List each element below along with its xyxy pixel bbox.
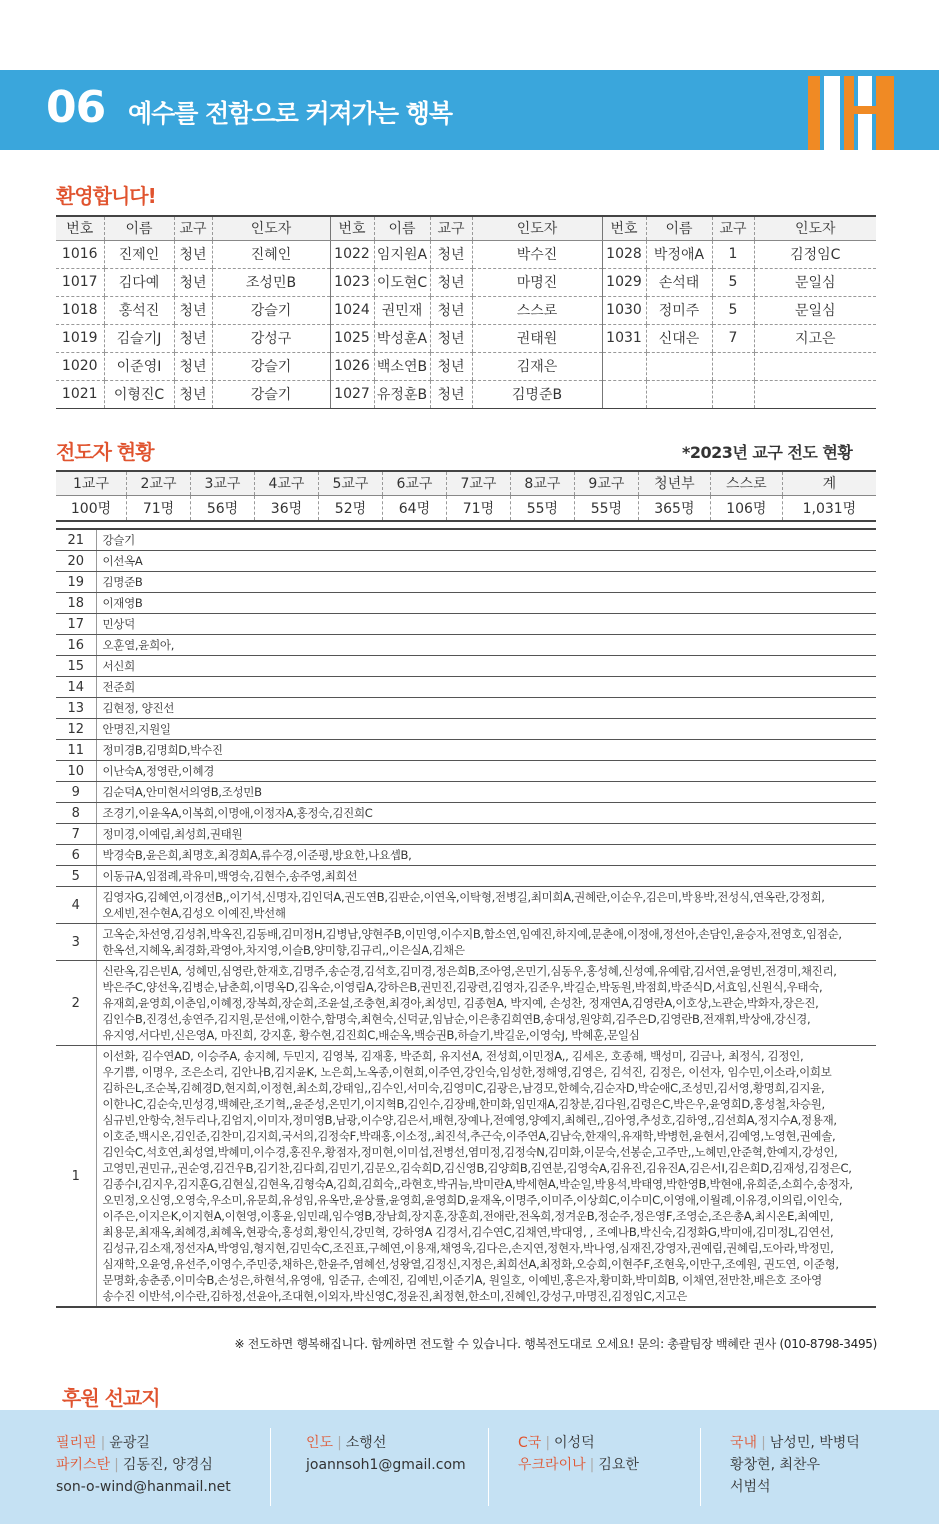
welcome-cell: 청년 xyxy=(430,296,472,324)
welcome-cell: 청년 xyxy=(174,324,212,352)
welcome-cell: 박성훈A xyxy=(374,324,430,352)
stats-count-cell: 55명 xyxy=(574,495,638,521)
evangelists-title: 전도자 현황 xyxy=(56,440,154,464)
evangelist-names: 이동규A,임점례,곽유미,백영숙,김현수,송주영,최희선 xyxy=(96,866,876,887)
evangelist-stats-table xyxy=(56,470,876,522)
stats-count-cell: 71명 xyxy=(127,495,191,521)
evangelist-names: 강슬기 xyxy=(96,529,876,551)
names-row xyxy=(56,782,876,803)
count-label: 3 xyxy=(56,924,96,961)
evangelist-names: 김순덕A,안미현서의영B,조성민B xyxy=(96,782,876,803)
evangelist-names: 안명진,지원일 xyxy=(96,719,876,740)
evangelist-names: 김명준B xyxy=(96,572,876,593)
section-number: 06 xyxy=(46,82,106,133)
support-line xyxy=(518,1432,639,1454)
support-line xyxy=(730,1454,860,1476)
names-row xyxy=(56,761,876,782)
support-line xyxy=(56,1454,231,1476)
names-row xyxy=(56,961,876,1046)
col-header: 번호 xyxy=(602,216,646,240)
count-label: 15 xyxy=(56,656,96,677)
stats-count-cell: 52명 xyxy=(318,495,382,521)
col-header: 인도자 xyxy=(212,216,330,240)
welcome-row xyxy=(56,352,876,380)
col-header: 이름 xyxy=(374,216,430,240)
count-label: 5 xyxy=(56,866,96,887)
support-missionary: 서범석 xyxy=(730,1479,771,1495)
welcome-cell: 1021 xyxy=(56,380,104,408)
welcome-row xyxy=(56,324,876,352)
names-row xyxy=(56,845,876,866)
support-col-1 xyxy=(56,1432,231,1498)
welcome-row xyxy=(56,380,876,408)
support-col-3 xyxy=(518,1432,639,1476)
support-line xyxy=(56,1476,231,1498)
welcome-cell: 권태원 xyxy=(472,324,602,352)
welcome-cell: 1020 xyxy=(56,352,104,380)
evangelist-names: 전준희 xyxy=(96,677,876,698)
stats-header-row xyxy=(56,471,876,495)
col-header: 인도자 xyxy=(472,216,602,240)
divider xyxy=(700,1428,701,1506)
support-col-4 xyxy=(730,1432,860,1498)
separator: | xyxy=(545,1435,551,1451)
welcome-cell: 김재은 xyxy=(472,352,602,380)
evangelist-names-table xyxy=(56,528,876,1308)
welcome-cell xyxy=(754,352,876,380)
stats-header-cell: 계 xyxy=(782,471,876,495)
welcome-cell xyxy=(646,352,712,380)
welcome-cell: 문일심 xyxy=(754,296,876,324)
welcome-cell: 청년 xyxy=(430,268,472,296)
evangelist-names: 고옥순,차선영,김성취,박옥진,김동배,김미정H,김병남,양현주B,이민영,이수지B,함소연,임예진,하지예,문춘애,이정애,정선아,손담인,윤승자,전영호,임점순, 한옥선,지혜옥,최경화,곽영아,차지영,이슬B,양미향,김규리,,이은실A,김채은 xyxy=(96,924,876,961)
support-col-2 xyxy=(306,1432,466,1476)
count-label: 12 xyxy=(56,719,96,740)
evangelist-names: 이재영B xyxy=(96,593,876,614)
welcome-cell xyxy=(712,380,754,408)
evangelist-names: 민상덕 xyxy=(96,614,876,635)
support-email-link[interactable]: joannsoh1@gmail.com xyxy=(306,1457,466,1473)
names-row xyxy=(56,1046,876,1308)
welcome-cell: 청년 xyxy=(174,296,212,324)
evangelist-names: 이선화, 김수연AD, 이승주A, 송지혜, 두민지, 김영복, 김재홍, 박준희, 유지선A, 전성희,이민정A,, 김세온, 호종해, 백성미, 김금나, 최정식, 김정인, 우기쁨, 이명우, 조은소리, 김안나B,김지윤K, 노은희,노옥종,이현희,이주연,강인숙,임성한,정해영,김영은, 김석진, 김정은, 이선자, 임수민,이소라,이희보 김하은L,조순복,김혜경D,현지희,이정현,최소희,강태임,,김수인,서미숙,김영미C,김광은,남경모,한혜숙,김순자D,박순애C,조성민,김서영,황명희,김지윤, 이한나C,김순숙,민성경,백혜란,조기혁,,윤준성,온민기,이지혁B,김인수,김장배,한미화,임민재A,김창분,김다원,김령은C,박은우,윤영희D,홍성철,차승원, 심규빈,안항숙,천두리나,김엄지,이미자,정미영B,남광,이수양,김은서,배현,장예나,전예영,양예지,최혜린,,김아영,추성호,김하영,,김선희A,정지수A,정용재, 이호준,백시온,김인준,김찬미,김지희,국서의,김정숙F,박래홍,이소정,,최진석,추근숙,이주연A,김남숙,한재익,유재학,박병헌,윤현서,김예영,노영현,권예솔, 김인숙C,석호연,최성열,박혜미,이수경,홍진우,황점자,정미현,이미섭,전병선,염미정,김정숙N,김미화,이문숙,선봉순,고주만,,노혜민,안준혁,한예지,강성인, 고영민,권민규,,권순영,김건우B,김기찬,김다희,김민기,김문오,김숙희D,김신영B,김양희B,김연분,김영숙A,김유진,김유진A,김은서I,김은희D,김재성,김정은C, 김종수I,김지우,김지훈G,김현실,김현옥,김형숙A,김희,김희숙,,라현호,박귀늠,박미란A,박세현A,박순일,박용석,박태영,박한영B,박현애,유희준,소희수,송정자, 오민정,오신영,오영숙,우소미,유문희,유성임,유옥만,윤상률,윤영희,윤영희D,윤재옥,이명주,이미주,이상희C,이수미C,이영애,이월례,이유경,이의림,이인숙, 이주은,이지은K,이지현A,이현영,이홍윤,임민래,임수영B,장남희,장지훈,장훈희,전애란,전옥희,정겨운B,정순주,정은영F,조영순,조은총A,최시온E,최예민, 최용문,최재옥,최혜경,최혜옥,현광숙,홍성희,황인식,강민혁, 강하영A 김경서,김수연C,김채연,박대영, , 조예나B,박신숙,김정화G,박미애,김미정L,김연선, 김성규,김소재,정선자A,박영임,형지현,김민숙C,조진표,구혜연,이용재,채영욱,김다은,손지연,정현자,박나영,심재진,강영자,권예림,권혜림,도아라,박정민, 심재학,오윤영,유선주,이영수,주민중,채하은,한윤주,염혜선,성왕열,김정신,지정은,최희선A,최정화,오승희,이현주F,조현욱,이만구,조예원, 권도연, 이준형, 문명화,송춘종,이미숙B,손성은,하현석,유영애, 임준규, 손예진, 김예빈,이준기A, 원일호, 이예빈,홍은자,황미화,박미희B, 이채연,전만찬,배은호 조아영 송수진 이반석,이수란,김하정,선윤아,조대현,이외자,박신영C,정윤진,최정현,한소미,진혜인,강성구,마명진,김정임C,지고은 xyxy=(96,1046,876,1308)
welcome-cell: 청년 xyxy=(430,240,472,268)
stats-header-cell: 8교구 xyxy=(510,471,574,495)
separator: | xyxy=(761,1435,766,1451)
welcome-cell: 이도현C xyxy=(374,268,430,296)
welcome-cell: 청년 xyxy=(174,380,212,408)
count-label: 10 xyxy=(56,761,96,782)
footnote: ※ 전도하면 행복해집니다. 함께하면 전도할 수 있습니다. 행복전도대로 오세요! 문의: 총괄팀장 백혜란 권사 (010-8798-3495) xyxy=(234,1337,877,1351)
welcome-cell: 임지원A xyxy=(374,240,430,268)
stats-header-cell: 7교구 xyxy=(446,471,510,495)
support-line xyxy=(306,1454,466,1476)
welcome-cell: 지고은 xyxy=(754,324,876,352)
welcome-cell: 청년 xyxy=(174,268,212,296)
welcome-cell: 1019 xyxy=(56,324,104,352)
welcome-cell: 강슬기 xyxy=(212,380,330,408)
support-region: 파키스탄 xyxy=(56,1457,111,1473)
evangelist-names: 김영자G,김혜연,이경선B,,이기석,신명자,김인덕A,권도연B,김판순,이연옥,이탁형,전병길,최미희A,권혜란,이순우,김은미,박용박,전성식,연옥란,강정희, 오세빈,전수현A,김성오 이예진,박선해 xyxy=(96,887,876,924)
stats-count-cell: 1,031명 xyxy=(782,495,876,521)
welcome-cell: 1029 xyxy=(602,268,646,296)
names-row xyxy=(56,719,876,740)
welcome-row xyxy=(56,240,876,268)
stats-header-cell: 2교구 xyxy=(127,471,191,495)
count-label: 14 xyxy=(56,677,96,698)
stats-note: *2023년 교구 전도 현황 xyxy=(682,443,853,462)
support-region: 인도 xyxy=(306,1435,334,1451)
welcome-cell: 강슬기 xyxy=(212,352,330,380)
welcome-cell: 1022 xyxy=(330,240,374,268)
names-row xyxy=(56,866,876,887)
names-row xyxy=(56,529,876,551)
support-missionary: 김요한 xyxy=(598,1457,639,1473)
evangelist-names: 조경기,이윤옥A,이복희,이명애,이정자A,홍정숙,김진희C xyxy=(96,803,876,824)
welcome-cell: 1026 xyxy=(330,352,374,380)
welcome-cell: 손석태 xyxy=(646,268,712,296)
support-missionary: 황창현, 최찬우 xyxy=(730,1457,821,1473)
evangelist-names: 정미경B,김명희D,박수진 xyxy=(96,740,876,761)
welcome-header-row xyxy=(56,216,876,240)
col-header: 번호 xyxy=(330,216,374,240)
count-label: 8 xyxy=(56,803,96,824)
stats-header-cell: 3교구 xyxy=(191,471,255,495)
separator: | xyxy=(337,1435,342,1451)
welcome-cell: 강성구 xyxy=(212,324,330,352)
names-row xyxy=(56,635,876,656)
col-header: 인도자 xyxy=(754,216,876,240)
evangelist-names: 김현정, 양진선 xyxy=(96,698,876,719)
support-line xyxy=(518,1454,639,1476)
count-label: 21 xyxy=(56,529,96,551)
names-row xyxy=(56,551,876,572)
separator: | xyxy=(100,1435,106,1451)
names-row xyxy=(56,824,876,845)
stats-header-cell: 스스로 xyxy=(710,471,782,495)
welcome-cell: 정미주 xyxy=(646,296,712,324)
names-row xyxy=(56,803,876,824)
names-row xyxy=(56,740,876,761)
welcome-table xyxy=(56,215,876,409)
col-header: 교구 xyxy=(712,216,754,240)
support-missionary: 소행선 xyxy=(345,1435,387,1451)
support-missionary: 김동진, 양경심 xyxy=(122,1457,213,1473)
welcome-row xyxy=(56,296,876,324)
names-row xyxy=(56,698,876,719)
welcome-cell: 7 xyxy=(712,324,754,352)
welcome-cell: 1017 xyxy=(56,268,104,296)
support-title: 후원 선교지 xyxy=(62,1386,160,1410)
welcome-cell: 5 xyxy=(712,296,754,324)
welcome-cell: 1028 xyxy=(602,240,646,268)
welcome-cell: 백소연B xyxy=(374,352,430,380)
welcome-cell: 스스로 xyxy=(472,296,602,324)
welcome-cell: 청년 xyxy=(430,380,472,408)
welcome-cell: 마명진 xyxy=(472,268,602,296)
col-header: 이름 xyxy=(646,216,712,240)
welcome-cell: 1024 xyxy=(330,296,374,324)
count-label: 4 xyxy=(56,887,96,924)
count-label: 17 xyxy=(56,614,96,635)
stats-count-cell: 106명 xyxy=(710,495,782,521)
stats-count-row xyxy=(56,495,876,521)
names-row xyxy=(56,887,876,924)
count-label: 16 xyxy=(56,635,96,656)
count-label: 1 xyxy=(56,1046,96,1308)
page-title: 예수를 전함으로 커져가는 행복 xyxy=(128,99,453,128)
evangelist-names: 신란옥,김은빈A, 성혜민,심영란,한재호,김명주,송순경,김석호,김미경,정은희B,조아영,온민기,심동우,홍성혜,신성예,유예람,김서연,윤영빈,전경미,채진리, 박은주C,양선옥,김병순,남춘희,이명옥D,김옥순,이영림A,강하은B,권민진,김광련,김영자,김준우,박길순,박동원,박점희,박준식D,서효임,신원식,우태숙, 유재희,윤영희,이춘임,이혜정,장복희,장순희,조윤설,조충현,최경아,최성민, 김종현A, 박지예, 손성찬, 정재연A,김영란A,이호상,노관순,박화자,장은진, 김인수B,진경선,송연주,김지원,문선애,이한수,함명숙,최현숙,신덕균,임남순,이은총김희연B,송대성,원양희,김주은D,김영란B,전재휘,박상애,강신경, 유지영,서다빈,신은영A, 마진희, 강지훈, 황수현,김진희C,배순옥,백승권B,하슬기,박길운,이영숙J, 박혜훈,문일심 xyxy=(96,961,876,1046)
divider xyxy=(488,1428,489,1506)
welcome-cell: 1030 xyxy=(602,296,646,324)
evangelist-names: 이난숙A,정영란,이혜경 xyxy=(96,761,876,782)
count-label: 20 xyxy=(56,551,96,572)
names-row xyxy=(56,656,876,677)
stats-count-cell: 71명 xyxy=(446,495,510,521)
welcome-cell: 홍석진 xyxy=(104,296,174,324)
stats-header-cell: 1교구 xyxy=(56,471,127,495)
stats-count-cell: 56명 xyxy=(191,495,255,521)
welcome-cell: 1016 xyxy=(56,240,104,268)
welcome-cell: 청년 xyxy=(430,352,472,380)
names-row xyxy=(56,593,876,614)
count-label: 19 xyxy=(56,572,96,593)
welcome-cell: 1018 xyxy=(56,296,104,324)
separator: | xyxy=(114,1457,119,1473)
welcome-cell xyxy=(712,352,754,380)
count-label: 9 xyxy=(56,782,96,803)
evangelist-names: 정미경,이예림,최성희,권태원 xyxy=(96,824,876,845)
welcome-cell: 신대은 xyxy=(646,324,712,352)
welcome-cell: 김명준B xyxy=(472,380,602,408)
col-header: 교구 xyxy=(430,216,472,240)
separator: | xyxy=(589,1457,595,1473)
welcome-cell: 김슬기J xyxy=(104,324,174,352)
col-header: 이름 xyxy=(104,216,174,240)
welcome-cell: 1025 xyxy=(330,324,374,352)
support-line xyxy=(306,1432,466,1454)
page-header-banner xyxy=(0,70,939,150)
welcome-cell xyxy=(754,380,876,408)
support-region: 국내 xyxy=(730,1435,758,1451)
col-header: 번호 xyxy=(56,216,104,240)
welcome-cell xyxy=(602,380,646,408)
welcome-cell: 유정훈B xyxy=(374,380,430,408)
evangelist-names: 박경숙B,윤은희,최명호,최경희A,류수경,이준평,방요한,나요셉B, xyxy=(96,845,876,866)
count-label: 2 xyxy=(56,961,96,1046)
col-header: 교구 xyxy=(174,216,212,240)
support-missionary: 이성덕 xyxy=(554,1435,595,1451)
stats-header-cell: 4교구 xyxy=(254,471,318,495)
count-label: 6 xyxy=(56,845,96,866)
welcome-cell: 이형진C xyxy=(104,380,174,408)
support-line xyxy=(56,1432,231,1454)
welcome-cell: 진제인 xyxy=(104,240,174,268)
welcome-cell xyxy=(646,380,712,408)
church-logo-icon xyxy=(806,70,898,150)
welcome-cell: 청년 xyxy=(174,352,212,380)
evangelist-names: 서신희 xyxy=(96,656,876,677)
count-label: 13 xyxy=(56,698,96,719)
stats-header-cell: 9교구 xyxy=(574,471,638,495)
welcome-cell: 박수진 xyxy=(472,240,602,268)
welcome-cell: 김정임C xyxy=(754,240,876,268)
support-line xyxy=(730,1476,860,1498)
welcome-cell xyxy=(602,352,646,380)
count-label: 7 xyxy=(56,824,96,845)
support-missionary: 윤광길 xyxy=(109,1435,150,1451)
welcome-cell: 문일심 xyxy=(754,268,876,296)
stats-header-cell: 6교구 xyxy=(382,471,446,495)
names-row xyxy=(56,924,876,961)
stats-header-cell: 청년부 xyxy=(638,471,710,495)
divider xyxy=(270,1428,271,1506)
stats-header-cell: 5교구 xyxy=(318,471,382,495)
welcome-cell: 청년 xyxy=(174,240,212,268)
welcome-cell: 권민재 xyxy=(374,296,430,324)
welcome-title: 환영합니다! xyxy=(56,184,156,208)
welcome-cell: 1031 xyxy=(602,324,646,352)
welcome-cell: 박정애A xyxy=(646,240,712,268)
support-region: 필리핀 xyxy=(56,1435,97,1451)
welcome-cell: 1 xyxy=(712,240,754,268)
names-row xyxy=(56,572,876,593)
support-region: C국 xyxy=(518,1435,542,1451)
stats-count-cell: 36명 xyxy=(254,495,318,521)
welcome-cell: 5 xyxy=(712,268,754,296)
welcome-cell: 김다예 xyxy=(104,268,174,296)
support-line xyxy=(730,1432,860,1454)
names-row xyxy=(56,677,876,698)
welcome-cell: 강슬기 xyxy=(212,296,330,324)
welcome-cell: 이준영I xyxy=(104,352,174,380)
evangelist-names: 이선옥A xyxy=(96,551,876,572)
count-label: 18 xyxy=(56,593,96,614)
stats-count-cell: 64명 xyxy=(382,495,446,521)
welcome-cell: 진혜인 xyxy=(212,240,330,268)
stats-count-cell: 365명 xyxy=(638,495,710,521)
welcome-cell: 1023 xyxy=(330,268,374,296)
support-region: 우크라이나 xyxy=(518,1457,586,1473)
evangelist-names: 오훈열,윤희아, xyxy=(96,635,876,656)
welcome-cell: 조성민B xyxy=(212,268,330,296)
welcome-cell: 청년 xyxy=(430,324,472,352)
stats-count-cell: 100명 xyxy=(56,495,127,521)
names-row xyxy=(56,614,876,635)
support-missionary: 남성민, 박병덕 xyxy=(769,1435,860,1451)
count-label: 11 xyxy=(56,740,96,761)
stats-count-cell: 55명 xyxy=(510,495,574,521)
welcome-cell: 1027 xyxy=(330,380,374,408)
support-email-link[interactable]: son-o-wind@hanmail.net xyxy=(56,1479,231,1495)
welcome-row xyxy=(56,268,876,296)
